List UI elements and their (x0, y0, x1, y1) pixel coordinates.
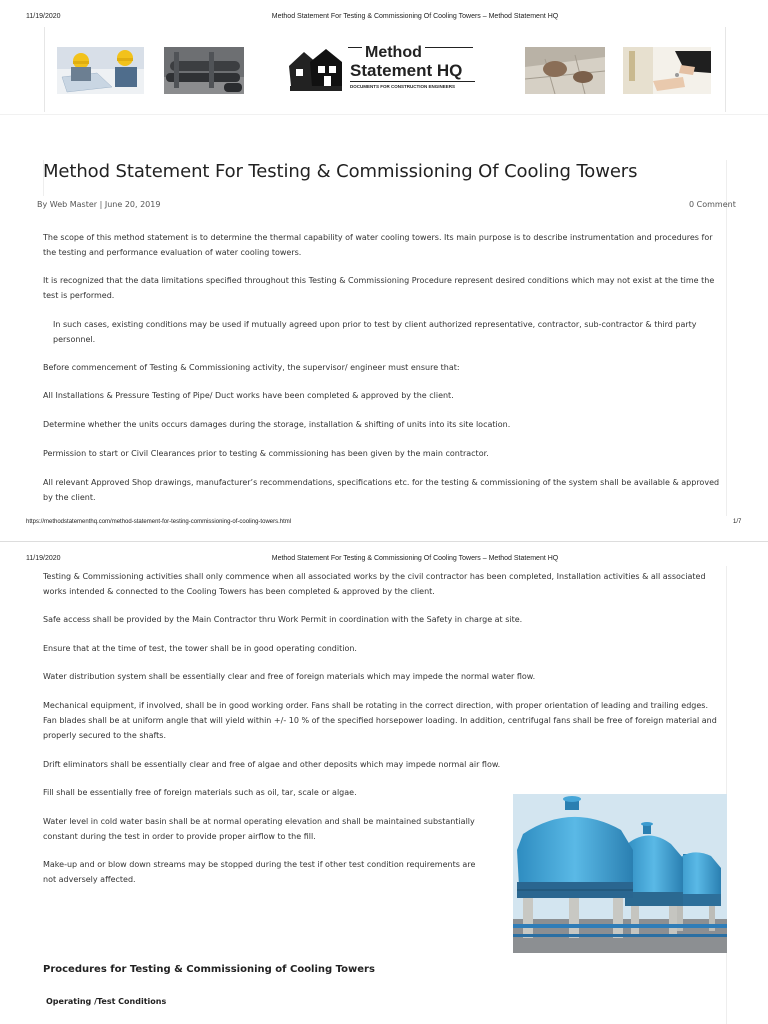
print-doc-title: Method Statement For Testing & Commissioning Of Cooling Towers – Method Statement HQ (271, 555, 559, 562)
page-break (0, 541, 768, 542)
paragraph: Drift eliminators shall be essentially clear and free of algae and other deposits which may impede normal air flow. (43, 760, 501, 769)
paragraph: Safe access shall be provided by the Main Contractor thru Work Permit in coordination with the Safety in charge at site. (43, 615, 523, 624)
paragraph: Testing & Commissioning activities shall only commence when all associated works by the civil contractor has been completed, Installation activities & all associated works intended & connected to the Cooling Towers has been completed & approved by the client. (43, 572, 706, 596)
banner-divider (0, 114, 768, 115)
tiling-photo (525, 47, 605, 94)
paragraph: Water distribution system shall be essentially clear and free of foreign materials which may impede the normal water flow. (43, 672, 536, 681)
comment-count-link[interactable]: 0 Comment (689, 200, 736, 209)
blockquote-paragraph: In such cases, existing conditions may be used if mutually agreed upon prior to test by client authorized representative, contractor, sub-contractor & third party personnel. (53, 320, 697, 344)
subsection-heading: Operating /Test Conditions (46, 997, 167, 1006)
article-byline[interactable]: By Web Master | June 20, 2019 (37, 200, 161, 209)
banner-right-border (725, 27, 726, 112)
paragraph: Before commencement of Testing & Commissioning activity, the supervisor/ engineer must ensure that: (43, 363, 460, 372)
paragraph: Make-up and or blow down streams may be stopped during the test if other test condition requirements are not adversely affected. (43, 860, 476, 884)
pipes-photo (164, 47, 244, 94)
paragraph: All relevant Approved Shop drawings, manufacturer’s recommendations, specifications etc. for the testing & commissioning of the system shall be available & approved by the client. (43, 478, 720, 502)
article-right-border (726, 160, 727, 516)
cooling-tower-photo (513, 794, 727, 953)
site-logo[interactable] (284, 44, 474, 96)
key-handover-photo (623, 47, 711, 94)
paragraph: Fill shall be essentially free of foreign materials such as oil, tar, scale or algae. (43, 788, 357, 797)
logo-tagline: DOCUMENTS FOR CONSTRUCTION ENGINEERS (350, 84, 456, 89)
print-date: 11/19/2020 (26, 13, 61, 20)
paragraph: All Installations & Pressure Testing of Pipe/ Duct works have been completed & approved by the client. (43, 391, 454, 400)
page-number: 1/7 (733, 519, 742, 525)
paragraph: Water level in cold water basin shall be at normal operating elevation and shall be maintained substantially constant during the test in order to provide proper airflow to the fill. (43, 817, 475, 841)
print-date: 11/19/2020 (26, 555, 61, 562)
banner-left-border (44, 27, 45, 112)
paragraph: It is recognized that the data limitations specified throughout this Testing & Commissioning Procedure represent desired conditions which may not exist at the time the test is performed. (43, 276, 715, 300)
paragraph: Permission to start or Civil Clearances prior to testing & commissioning has been given by the main contractor. (43, 449, 489, 458)
paragraph: Determine whether the units occurs damages during the storage, installation & shifting of units into its site location. (43, 420, 511, 429)
print-doc-title: Method Statement For Testing & Commissioning Of Cooling Towers – Method Statement HQ (271, 13, 559, 20)
article-title: Method Statement For Testing & Commissioning Of Cooling Towers (43, 161, 638, 182)
house-logo-icon (284, 46, 346, 94)
paragraph: Mechanical equipment, if involved, shall be in good working order. Fans shall be rotating in the correct direction, with proper orientation of leading and trailing edges. Fan blades shall be at uniform angle that will yield within +/- 10 % of the specified horsepower loading. In addition, centrifugal fans shall be free of foreign material and properly secured to the shafts. (43, 701, 717, 740)
workers-photo (57, 47, 144, 94)
paragraph: Ensure that at the time of test, the tower shall be in good operating condition. (43, 644, 357, 653)
paragraph: The scope of this method statement is to determine the thermal capability of water cooling towers. Its main purpose is to describe instrumentation and procedures for the testing and performance evaluation of water cooling towers. (43, 233, 713, 257)
logo-line1: Method (362, 44, 425, 62)
logo-line2: Statement HQ (350, 61, 463, 80)
section-heading: Procedures for Testing & Commissioning of Cooling Towers (43, 964, 375, 975)
footer-url[interactable]: https://methodstatementhq.com/method-statement-for-testing-commissioning-of-cooling-towers.html (26, 519, 292, 525)
